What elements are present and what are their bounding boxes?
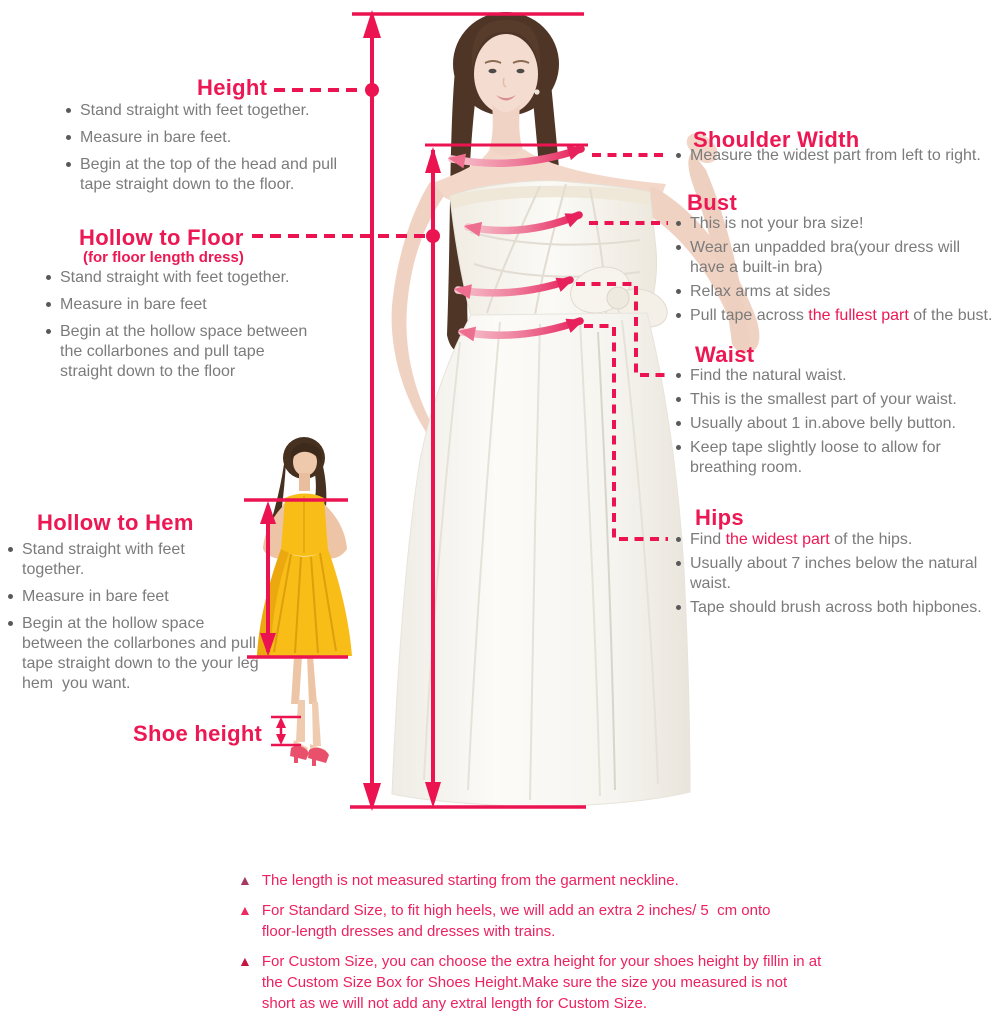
bullet-dot (66, 108, 71, 113)
model-small-neck (299, 473, 310, 491)
footnote (238, 951, 838, 1014)
list-item (66, 128, 346, 148)
bullet-label-pre: Pull tape across (690, 307, 809, 324)
bullet-label: Stand straight with feet together. (22, 541, 190, 578)
bullet-dot (676, 221, 681, 226)
bullet-label: Keep tape slightly loose to allow for breathing room. (690, 439, 946, 476)
list-item (676, 530, 994, 550)
bullet-label: Measure in bare feet. (80, 129, 232, 146)
bullet-dot (676, 445, 681, 450)
list-item (66, 155, 346, 195)
footnote (238, 900, 838, 942)
footnotes (238, 870, 838, 1023)
bullet-label: Relax arms at sides (690, 283, 831, 300)
footnote (238, 870, 838, 891)
bullet-dot (676, 605, 681, 610)
list-item (676, 146, 996, 166)
bullet-dot (676, 537, 681, 542)
hollow-to-floor-bullets (46, 268, 336, 389)
hips-bullets (676, 530, 994, 622)
bullet-dot (676, 561, 681, 566)
hollow-to-hem-bullets (8, 540, 274, 701)
bullet-dot (46, 302, 51, 307)
list-item (676, 214, 994, 234)
bullet-label-post: of the hips. (829, 531, 913, 548)
bullet-label: Usually about 7 inches below the natural waist. (690, 555, 982, 592)
bullet-dot (676, 289, 681, 294)
shoulder-width-bullets (676, 146, 996, 170)
bullet-dot (676, 397, 681, 402)
bullet-label: Wear an unpadded bra(your dress will have a built-in bra) (690, 239, 965, 276)
list-item (676, 554, 994, 594)
warning-triangle-icon: ▲ (238, 902, 252, 918)
list-item (676, 390, 986, 410)
model-small-legs (291, 656, 317, 704)
bullet-label-highlight: the fullest part (808, 307, 909, 324)
bullet-label-pre: Find (690, 531, 726, 548)
bullet-label: Find the natural waist. (690, 367, 847, 384)
bullet-dot (676, 153, 681, 158)
bullet-dot (66, 162, 71, 167)
bullet-dot (676, 313, 681, 318)
bullet-dot (676, 373, 681, 378)
bullet-dot (8, 621, 13, 626)
bullet-label: This is not your bra size! (690, 215, 864, 232)
list-item (8, 614, 274, 694)
list-item (8, 587, 274, 607)
bullet-label-post: of the bust. (908, 307, 993, 324)
hips-title: Hips (695, 505, 744, 530)
shoe-height-title: Shoe height (133, 721, 263, 746)
bullet-label: Measure in bare feet (60, 296, 207, 313)
bullet-dot (676, 245, 681, 250)
list-item (46, 322, 336, 382)
list-item (676, 414, 986, 434)
bullet-label: This is the smallest part of your waist. (690, 391, 957, 408)
bullet-label: Begin at the hollow space between the collarbones and pull tape straight down to the your leg hem you want. (22, 615, 264, 692)
bullet-label (690, 306, 992, 326)
bullet-dot (676, 421, 681, 426)
list-item (676, 366, 986, 386)
list-item (46, 268, 336, 288)
bullet-label: Stand straight with feet together. (80, 102, 310, 119)
height-bullets (66, 101, 346, 202)
footnote-text: For Standard Size, to fit high heels, we will add an extra 2 inches/ 5 cm onto floor-length dresses and dresses with trains. (261, 902, 775, 940)
shoe-detail (290, 700, 329, 766)
shoulder-width-title: Shoulder Width (693, 127, 860, 152)
footnote-text: For Custom Size, you can choose the extra height for your shoes height by fillin in at the Custom Size Box for Shoes Height.Make sure the size you measured is not short as we will not add any extral length for Custom Size. (261, 953, 826, 1012)
hollow-to-floor-title: Hollow to Floor (79, 225, 244, 250)
bullet-label: Measure in bare feet (22, 588, 169, 605)
bullet-label: Tape should brush across both hipbones. (690, 599, 982, 616)
model-large-face (474, 34, 538, 114)
bust-title: Bust (687, 190, 738, 215)
bullet-dot (66, 135, 71, 140)
bust-bullets (676, 214, 994, 330)
bullet-label: Measure the widest part from left to right. (690, 147, 981, 164)
bullet-dot (46, 275, 51, 280)
warning-triangle-icon: ▲ (238, 953, 252, 969)
bullet-label: Begin at the hollow space between the collarbones and pull tape straight down to the floor (60, 323, 312, 380)
list-item (676, 598, 994, 618)
list-item (46, 295, 336, 315)
bullet-label: Usually about 1 in.above belly button. (690, 415, 956, 432)
bullet-dot (46, 329, 51, 334)
bullet-label: Stand straight with feet together. (60, 269, 290, 286)
bullet-dot (8, 594, 13, 599)
height-title: Height (197, 75, 268, 100)
hollow-to-floor-subtitle: (for floor length dress) (83, 249, 244, 266)
hollow-floor-connector-dot (426, 229, 440, 243)
list-item (676, 282, 994, 302)
warning-triangle-icon: ▲ (238, 872, 252, 888)
bullet-label-highlight: the widest part (725, 531, 830, 548)
shoes-icon (290, 746, 329, 766)
waist-bullets (676, 366, 986, 482)
bullet-label (690, 530, 912, 550)
bullet-dot (8, 547, 13, 552)
list-item (676, 238, 994, 278)
waist-title: Waist (695, 342, 755, 367)
hollow-to-hem-title: Hollow to Hem (37, 510, 194, 535)
footnote-text: The length is not measured starting from the garment neckline. (261, 872, 679, 889)
height-connector-dot (365, 83, 379, 97)
list-item (676, 306, 994, 326)
list-item (66, 101, 346, 121)
bullet-label: Begin at the top of the head and pull tape straight down to the floor. (80, 156, 342, 193)
list-item (8, 540, 274, 580)
list-item (676, 438, 986, 478)
